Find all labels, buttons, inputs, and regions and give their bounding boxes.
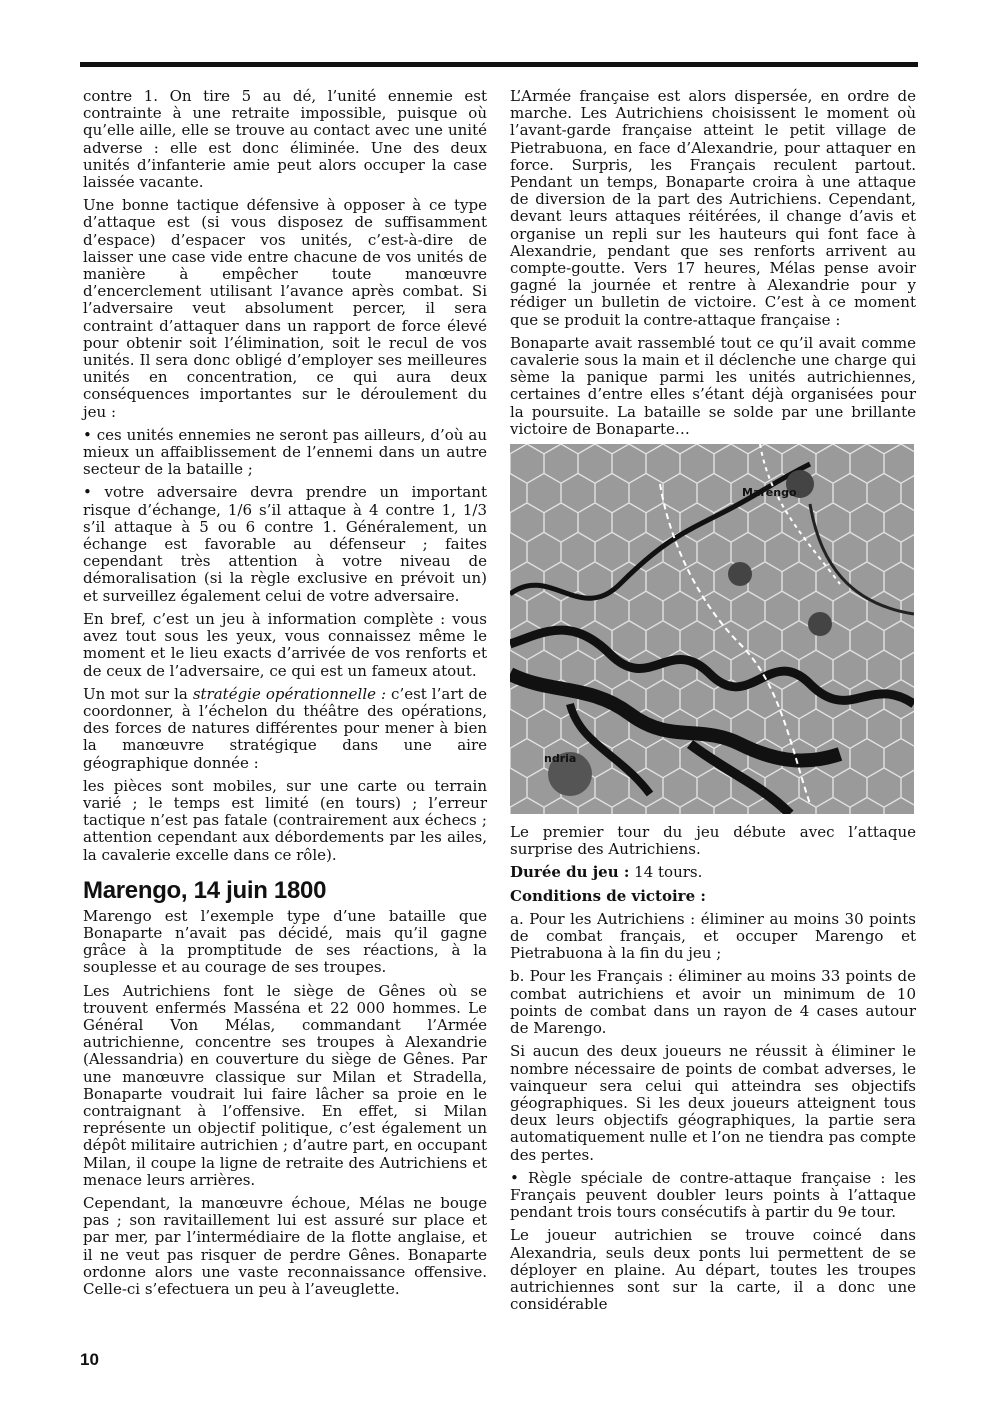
bullet-item: • ces unités ennemies ne seront pas ailleurs, d’où au mieux un affaiblissement de l’ennemi dans un autre secteur de la bataille ; bbox=[83, 425, 487, 479]
left-column bbox=[83, 88, 487, 1304]
header-rule bbox=[80, 62, 918, 67]
paragraph: les pièces sont mobiles, sur une carte ou terrain varié ; le temps est limité (en tours) ; l’erreur tactique n’est pas fatale (contrairement aux échecs ; attention cependant aux débordements par les ailes, la cavalerie excelle dans ce rôle). bbox=[83, 776, 487, 864]
bullet-item: • Règle spéciale de contre-attaque française : les Français peuvent doubler leurs points à l’attaque pendant trois tours consécutifs à partir du 9e tour. bbox=[510, 1168, 916, 1222]
paragraph: En bref, c’est un jeu à information complète : vous avez tout sous les yeux, vous connaissez même le moment et le lieu exacts d’arrivée de vos renforts et de ceux de l’adversaire, ce qui est un fameux atout. bbox=[83, 609, 487, 680]
hex-map-graphic bbox=[510, 444, 914, 814]
value: 14 tours. bbox=[634, 863, 703, 882]
paragraph: Si aucun des deux joueurs ne réussit à éliminer le nombre nécessaire de points de combat adverses, le vainqueur sera celui qui atteindra ses objectifs géographiques. Si les deux joueurs atteignent tous deux leurs objectifs géographiques, la partie sera automatiquement nulle et l’on ne tiendra pas compte des pertes. bbox=[510, 1042, 916, 1164]
page-number: 10 bbox=[80, 1350, 99, 1369]
paragraph: b. Pour les Français : éliminer au moins 33 points de combat autrichiens et avoir un minimum de 10 points de combat dans un rayon de 4 cases autour de Marengo. bbox=[510, 967, 916, 1038]
right-column bbox=[510, 88, 916, 1319]
section-heading: Marengo, 14 juin 1800 bbox=[83, 876, 327, 904]
paragraph: Le premier tour du jeu débute avec l’attaque surprise des Autrichiens. bbox=[510, 823, 916, 859]
text-span: c’est l’art de coordonner, à l’échelon du théâtre des opérations, des forces de natures différentes pour mener à bien la manœuvre stratégique dans une aire géographique donnée : bbox=[83, 684, 487, 772]
paragraph bbox=[510, 864, 916, 881]
paragraph: contre 1. On tire 5 au dé, l’unité ennemie est contrainte à une retraite impossible, puisque où qu’elle aille, elle se trouve au contact avec une unité adverse : elle est donc éliminée. Une des deux unités d’infanterie amie peut alors occuper la case laissée vacante. bbox=[83, 87, 487, 192]
paragraph: a. Pour les Autrichiens : éliminer au moins 30 points de combat français, et occuper Marengo et Pietrabuona à la fin du jeu ; bbox=[510, 909, 916, 963]
paragraph: Une bonne tactique défensive à opposer à ce type d’attaque est (si vous disposez de suffisamment d’espace) d’espacer vos unités, c’est-à-dire de laisser une case vide entre chacune de vos unités de manière à empêcher toute manœuvre d’encerclement utilisant l’avance après combat. Si l’adversaire veut absolument percer, il sera contraint d’attaquer dans un rapport de force élevé pour obtenir soit l’élimination, soit le recul de vos unités. Il sera donc obligé d’employer ses meilleures unités en concentration, ce qui aura deux conséquences importantes sur le déroulement du jeu : bbox=[83, 196, 487, 421]
emphasis: stratégie opérationnelle : bbox=[192, 684, 387, 703]
paragraph: L’Armée française est alors dispersée, en ordre de marche. Les Autrichiens choisissent le moment où l’avant-garde française atteint le petit village de Pietrabuona, en face d’Alexandrie, pour attaquer en force. Surpris, les Français reculent partout. Pendant un temps, Bonaparte croira à une attaque de diversion de la part des Autrichiens. Cependant, devant leurs attaques réitérées, il change d’avis et organise un repli sur les hauteurs qui font face à Alexandrie, pendant que ses renforts arrivent au compte-goutte. Vers 17 heures, Mélas pense avoir gagné la journée et rentre à Alexandrie pour y rédiger un bulletin de victoire. C’est à ce moment que se produit la contre-attaque française : bbox=[510, 87, 916, 329]
paragraph: Cependant, la manœuvre échoue, Mélas ne bouge pas ; son ravitaillement lui est assuré sur place et par mer, par l’intermédiaire de la flotte anglaise, et il ne veut pas risquer de perdre Gênes. Bonaparte ordonne alors une vaste reconnaissance offensive. Celle-ci s’efectuera un peu à l’aveuglette. bbox=[83, 1193, 487, 1298]
subheading: Conditions de victoire : bbox=[510, 886, 706, 905]
paragraph: Marengo est l’exemple type d’une bataille que Bonaparte n’avait pas décidé, mais qu’il gagne grâce à la promptitude de ses réactions, à la souplesse et au courage de ses troupes. bbox=[83, 906, 487, 977]
paragraph: Bonaparte avait rassemblé tout ce qu’il avait comme cavalerie sous la main et il déclenche une charge qui sème la panique parmi les unités autrichiennes, certaines d’entre elles s’étant déjà organisées pour la poursuite. La bataille se solde par une brillante victoire de Bonaparte… bbox=[510, 333, 916, 438]
paragraph: Les Autrichiens font le siège de Gênes où se trouvent enfermés Masséna et 22 000 hommes. Le Général Von Mélas, commandant l’Armée autrichienne, concentre ses troupes à Alexandrie (Alessandria) en couverture du siège de Gênes. Par une manœuvre classique sur Milan et Stradella, Bonaparte voudrait lui faire lâcher sa proie en le contraignant à l’offensive. En effet, si Milan représente un objectif politique, c’est également un dépôt militaire autrichien ; d’autre part, en occupant Milan, il coupe la ligne de retraite des Autrichiens et menace leurs arrières. bbox=[83, 981, 487, 1189]
text-span: Un mot sur la bbox=[83, 684, 188, 703]
paragraph bbox=[83, 686, 487, 772]
label: Durée du jeu : bbox=[510, 863, 630, 882]
map-label-marengo: Marengo bbox=[742, 486, 797, 500]
paragraph: Le joueur autrichien se trouve coincé dans Alexandria, seuls deux ponts lui permettent de se déployer en plaine. Au départ, toutes les troupes autrichiennes sont sur la carte, il a donc une considérable bbox=[510, 1226, 916, 1314]
game-map-photo bbox=[510, 444, 914, 814]
map-label-alexandria: ndria bbox=[544, 752, 577, 766]
bullet-item: • votre adversaire devra prendre un important risque d’échange, 1/6 s’il attaque à 4 contre 1, 1/3 s’il attaque à 5 ou 6 contre 1. Généralement, un échange est favorable au défenseur ; faites cependant très attention à votre niveau de démoralisation (si la règle exclusive en prévoit un) et surveillez également celui de votre adversaire. bbox=[83, 483, 487, 605]
